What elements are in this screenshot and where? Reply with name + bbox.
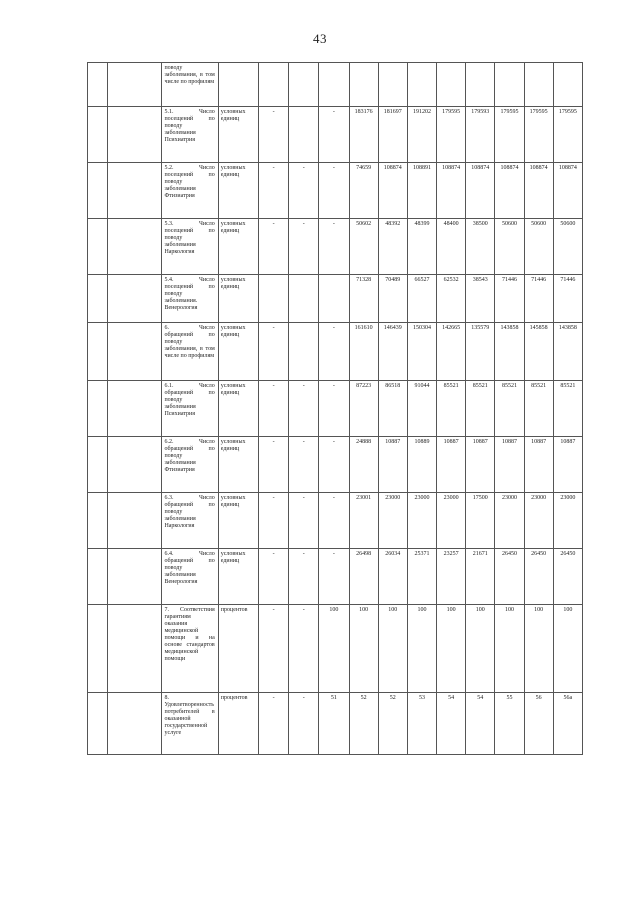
value-cell: 52	[378, 693, 407, 755]
value-cell: -	[319, 107, 349, 163]
value-cell: -	[259, 381, 289, 437]
value-cell: 100	[495, 605, 524, 693]
value-cell	[319, 275, 349, 323]
value-cell: -	[289, 381, 319, 437]
unit-cell: условных единиц	[218, 107, 258, 163]
value-cell: 100	[378, 605, 407, 693]
value-cell: -	[319, 493, 349, 549]
value-cell: -	[259, 219, 289, 275]
empty-cell-a	[88, 219, 108, 275]
table-row	[88, 219, 583, 275]
value-cell: 179593	[466, 107, 495, 163]
value-cell: 142665	[437, 323, 466, 381]
value-cell: 48392	[378, 219, 407, 275]
value-cell: -	[289, 693, 319, 755]
indicator-name: 5.2. Число посещений по поводу заболевания Фтизиатрия	[162, 163, 218, 219]
empty-cell-a	[88, 163, 108, 219]
table-row	[88, 437, 583, 493]
value-cell: 23000	[407, 493, 436, 549]
unit-cell: условных единиц	[218, 219, 258, 275]
value-cell: 26450	[553, 549, 582, 605]
value-cell: -	[259, 605, 289, 693]
value-cell: 52	[349, 693, 378, 755]
value-cell: 10887	[495, 437, 524, 493]
empty-cell-b	[108, 381, 162, 437]
value-cell: 161610	[349, 323, 378, 381]
value-cell: -	[289, 493, 319, 549]
value-cell: -	[319, 323, 349, 381]
value-cell: 108874	[553, 163, 582, 219]
value-cell: 71446	[495, 275, 524, 323]
value-cell: 108874	[524, 163, 553, 219]
value-cell: 100	[524, 605, 553, 693]
value-cell: -	[259, 693, 289, 755]
value-cell: 108891	[407, 163, 436, 219]
value-cell: 100	[553, 605, 582, 693]
value-cell: 183176	[349, 107, 378, 163]
value-cell: 10887	[466, 437, 495, 493]
value-cell: 26034	[378, 549, 407, 605]
value-cell: 10887	[553, 437, 582, 493]
value-cell: 91044	[407, 381, 436, 437]
value-cell: -	[319, 163, 349, 219]
value-cell: -	[289, 549, 319, 605]
table-row	[88, 163, 583, 219]
value-cell: 23000	[495, 493, 524, 549]
value-cell: 54	[437, 693, 466, 755]
empty-cell-b	[108, 275, 162, 323]
indicator-name: 6.1. Число обращений по поводу заболевания Психиатрия	[162, 381, 218, 437]
value-cell: 10887	[378, 437, 407, 493]
unit-cell: условных единиц	[218, 549, 258, 605]
value-cell: 145858	[524, 323, 553, 381]
indicator-name: 6. Число обращений по поводу заболевания, в том числе по профилям	[162, 323, 218, 381]
value-cell: 56	[524, 693, 553, 755]
value-cell: 85521	[524, 381, 553, 437]
value-cell	[289, 275, 319, 323]
value-cell	[524, 63, 553, 107]
value-cell	[259, 275, 289, 323]
value-cell: 48399	[407, 219, 436, 275]
value-cell: 23000	[524, 493, 553, 549]
value-cell: 100	[437, 605, 466, 693]
value-cell: 179595	[524, 107, 553, 163]
value-cell: 38500	[466, 219, 495, 275]
value-cell	[495, 63, 524, 107]
value-cell: 86518	[378, 381, 407, 437]
empty-cell-a	[88, 381, 108, 437]
value-cell: 100	[319, 605, 349, 693]
table-row	[88, 323, 583, 381]
indicator-name: 6.2. Число обращений по поводу заболевания Фтизиатрия	[162, 437, 218, 493]
value-cell: 108874	[495, 163, 524, 219]
indicator-name: 5.1. Число посещений по поводу заболевания Психиатрия	[162, 107, 218, 163]
value-cell: 23000	[437, 493, 466, 549]
value-cell: 48400	[437, 219, 466, 275]
value-cell: 10889	[407, 437, 436, 493]
indicator-name: 6.3. Число обращений по поводу заболевания Наркология	[162, 493, 218, 549]
value-cell: 179595	[553, 107, 582, 163]
table-row	[88, 107, 583, 163]
unit-cell	[218, 63, 258, 107]
value-cell: 23000	[553, 493, 582, 549]
value-cell	[289, 107, 319, 163]
table-row	[88, 693, 583, 755]
empty-cell-a	[88, 323, 108, 381]
value-cell: 56a	[553, 693, 582, 755]
value-cell: 26498	[349, 549, 378, 605]
value-cell: 108874	[378, 163, 407, 219]
value-cell: 50600	[553, 219, 582, 275]
value-cell: 179595	[495, 107, 524, 163]
indicator-name: 5.4. Число посещений по поводу заболевания. Венерология	[162, 275, 218, 323]
value-cell: 17500	[466, 493, 495, 549]
value-cell: 85521	[437, 381, 466, 437]
value-cell: 24888	[349, 437, 378, 493]
empty-cell-b	[108, 549, 162, 605]
value-cell	[378, 63, 407, 107]
value-cell	[553, 63, 582, 107]
empty-cell-a	[88, 549, 108, 605]
value-cell: -	[289, 605, 319, 693]
value-cell: 23001	[349, 493, 378, 549]
empty-cell-b	[108, 493, 162, 549]
unit-cell: условных единиц	[218, 163, 258, 219]
empty-cell-a	[88, 107, 108, 163]
table-row	[88, 549, 583, 605]
value-cell: 23000	[378, 493, 407, 549]
value-cell: 100	[466, 605, 495, 693]
value-cell: 70489	[378, 275, 407, 323]
value-cell	[407, 63, 436, 107]
indicator-name: поводу заболевания, в том числе по профилям	[162, 63, 218, 107]
value-cell: -	[259, 437, 289, 493]
value-cell: 146439	[378, 323, 407, 381]
empty-cell-b	[108, 163, 162, 219]
value-cell: 87223	[349, 381, 378, 437]
empty-cell-b	[108, 219, 162, 275]
value-cell: -	[289, 219, 319, 275]
value-cell: 71446	[553, 275, 582, 323]
value-cell: 143858	[553, 323, 582, 381]
value-cell: 108874	[437, 163, 466, 219]
table-row	[88, 63, 583, 107]
empty-cell-a	[88, 63, 108, 107]
indicator-table	[87, 62, 583, 755]
value-cell: 143858	[495, 323, 524, 381]
value-cell	[319, 63, 349, 107]
value-cell	[289, 63, 319, 107]
value-cell: -	[259, 107, 289, 163]
value-cell: 108874	[466, 163, 495, 219]
value-cell: -	[259, 323, 289, 381]
value-cell: 10887	[437, 437, 466, 493]
empty-cell-b	[108, 605, 162, 693]
value-cell	[259, 63, 289, 107]
unit-cell: условных единиц	[218, 381, 258, 437]
value-cell: 181697	[378, 107, 407, 163]
value-cell: 71446	[524, 275, 553, 323]
value-cell	[466, 63, 495, 107]
value-cell: 50600	[495, 219, 524, 275]
indicator-name: 6.4. Число обращений по поводу заболевания Венерология	[162, 549, 218, 605]
indicator-name: 7. Соответствия гарантиям оказания медицинской помощи и на основе стандартов медицинской помощи	[162, 605, 218, 693]
empty-cell-b	[108, 323, 162, 381]
table-row	[88, 275, 583, 323]
value-cell: 85521	[495, 381, 524, 437]
value-cell: 51	[319, 693, 349, 755]
unit-cell: процентов	[218, 605, 258, 693]
empty-cell-b	[108, 63, 162, 107]
table-row	[88, 381, 583, 437]
value-cell: 191202	[407, 107, 436, 163]
empty-cell-b	[108, 437, 162, 493]
empty-cell-b	[108, 693, 162, 755]
page-number: 43	[313, 31, 327, 46]
empty-cell-a	[88, 275, 108, 323]
value-cell: 74659	[349, 163, 378, 219]
unit-cell: процентов	[218, 693, 258, 755]
empty-cell-a	[88, 437, 108, 493]
empty-cell-b	[108, 107, 162, 163]
value-cell: 54	[466, 693, 495, 755]
unit-cell: условных единиц	[218, 275, 258, 323]
unit-cell: условных единиц	[218, 437, 258, 493]
value-cell: 26450	[524, 549, 553, 605]
indicator-name: 5.3. Число посещений по поводу заболевания Наркология	[162, 219, 218, 275]
unit-cell: условных единиц	[218, 323, 258, 381]
table-row	[88, 493, 583, 549]
value-cell: 150304	[407, 323, 436, 381]
value-cell	[349, 63, 378, 107]
value-cell	[289, 323, 319, 381]
value-cell: -	[319, 219, 349, 275]
value-cell: 71328	[349, 275, 378, 323]
value-cell: 100	[349, 605, 378, 693]
value-cell: -	[289, 163, 319, 219]
value-cell: 100	[407, 605, 436, 693]
value-cell: 62532	[437, 275, 466, 323]
empty-cell-a	[88, 605, 108, 693]
value-cell: 50602	[349, 219, 378, 275]
value-cell: 26450	[495, 549, 524, 605]
value-cell: -	[259, 549, 289, 605]
value-cell: 25371	[407, 549, 436, 605]
table-body	[88, 63, 583, 755]
value-cell: 85521	[466, 381, 495, 437]
value-cell	[437, 63, 466, 107]
value-cell: -	[259, 493, 289, 549]
value-cell: 10887	[524, 437, 553, 493]
empty-cell-a	[88, 693, 108, 755]
value-cell: -	[289, 437, 319, 493]
value-cell: -	[319, 549, 349, 605]
value-cell: 23257	[437, 549, 466, 605]
value-cell: 55	[495, 693, 524, 755]
value-cell: 179595	[437, 107, 466, 163]
value-cell: 50600	[524, 219, 553, 275]
indicator-name: 8. Удовлетворенность потребителей в оказанной государственной услуге	[162, 693, 218, 755]
value-cell: 85521	[553, 381, 582, 437]
value-cell: 53	[407, 693, 436, 755]
value-cell: -	[319, 437, 349, 493]
unit-cell: условных единиц	[218, 493, 258, 549]
value-cell: 135579	[466, 323, 495, 381]
table-row	[88, 605, 583, 693]
value-cell: -	[259, 163, 289, 219]
value-cell: 38543	[466, 275, 495, 323]
value-cell: 21671	[466, 549, 495, 605]
empty-cell-a	[88, 493, 108, 549]
value-cell: -	[319, 381, 349, 437]
value-cell: 66527	[407, 275, 436, 323]
